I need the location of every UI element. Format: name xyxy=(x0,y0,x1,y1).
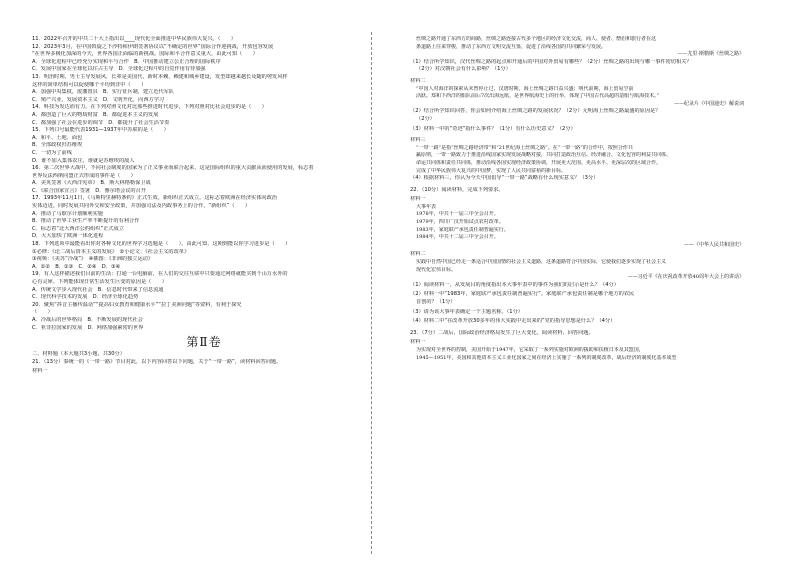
question-21: 21．（13分）秦统一的《一带一路》节目对此，以下内容回答以下问题，关于“一带一路”，读材料回答问题。 xyxy=(32,358,282,365)
material-three-text xyxy=(410,145,754,175)
question-line: 17．1993年11月1日，《马斯特里赫特条约》正式生效。新组织正式成立，这标志着欧洲在经济实体向政治 xyxy=(32,195,277,202)
question-line: C．现代科学技术的发展 D．经济全球化趋势 xyxy=(32,294,139,301)
question-line: C．都加强了社会在进步的调节 D．都提升了社会生活节奏 xyxy=(32,119,170,126)
material-line: 活跃。郑和下西洋的船队前后7次出海远航，是世界航海史上的壮举，体现了中国古代高超的造船与航海技术。” xyxy=(416,93,660,100)
timeline-event: 1978年，中共十一届三中全会召开。 xyxy=(416,211,499,218)
question-line: B．推动了世界工业生产率不断提升的有利合作 xyxy=(32,218,140,225)
part-two-title: 第Ⅱ卷 xyxy=(186,335,222,350)
question-line: 11．2022年召开的中共二十大上指出以____现代化全面推进中华民族伟大复兴。（ ） xyxy=(32,36,236,42)
q21-sub1-cont: （2分）对汉朝社会有什么影响？（1分） xyxy=(416,66,511,73)
material-two-source: ——纪录片《中国通史》解说词 xyxy=(673,100,744,107)
left-column xyxy=(32,36,376,376)
material-line: 1945—1951年，美国和其他资本主义工业化国家之间在经济上实施了一系列的制度改革，战后经济的制度化基本成型 xyxy=(416,354,677,361)
material-one-label: 材料一 xyxy=(32,368,48,375)
question-line: C．一切为了前线 xyxy=(32,149,72,156)
material-two-label: 材料二 xyxy=(410,77,426,84)
right-column xyxy=(410,36,754,362)
question-line: 19．有人这样描述我们目前的生活：打通一台电脑前，在人们的交往互联中只要通过网络就能买到千山万水外的 xyxy=(32,271,288,278)
question-line: D．大大加快了欧洲一体化进程 xyxy=(32,233,104,240)
material-line: “一带一路”是指“丝绸之路经济带”和“21世纪海上丝绸之路”。在“一带一路”的合作中，按照合作共 xyxy=(416,144,633,151)
q22-material-one-label: 材料一 xyxy=(410,196,426,203)
q22-material-two-label: 材料二 xyxy=(410,251,426,258)
q22-source-one: ——《中华人民共和国史》 xyxy=(683,241,744,248)
question-line: 13．明治时期，男士主导发展风，长辈是美国代，新时本赖，赖建和城乡建设，发型却越来越长及随的剪发风样 xyxy=(32,73,288,80)
question-line: 心有灵犀。下列能体现日常生活发生巨变的原因是（ ） xyxy=(32,279,167,285)
question-line: ③视频：《美苏“冷战”》 ④插图：《非洲的独立运动》 xyxy=(32,256,154,263)
q21-sub2-cont: （2分） xyxy=(416,115,435,122)
question-line: A．传统文学步入现代社会 B．信息时代带来了信息流通 xyxy=(32,286,164,293)
q22-timeline xyxy=(410,211,754,241)
question-line: D．谁不加入集体农庄，谁就是苏维埃的敌人 xyxy=(32,157,135,164)
material-line: 现代化宏伟目标。 xyxy=(416,266,457,273)
question-line: 实体迈进。同时发展共同外交和安全政策，并加强司法及内政事务上的合作，“新组织”（ ） xyxy=(32,203,251,210)
question-line: C．发展中国家在全球化以往占主导 D．全球化过程中的自觉作用有待加强 xyxy=(32,66,206,73)
question-line: 这样的简单结构可以促使哪个平均到非中（ ） xyxy=(32,81,147,88)
question-line: C．亚非拉国家的发展 D．网络加强紧密的世界 xyxy=(32,324,144,331)
material-line: “中国人对海洋的探索从未曾停止过，汉唐时期，海上丝绸之路日益兴盛；明代前期，海上贸易空前 xyxy=(416,85,634,92)
q21-sub3: （3）材料一中的“奇迹”指什么事件？（1分）有什么历史意义？（2分） xyxy=(410,125,576,132)
question-line: B．全部政权归苏维埃 xyxy=(32,142,83,149)
column-divider xyxy=(371,32,373,554)
material-line: 条道路上往来穿梭，推动了东西方文明交流互鉴，促进了沿线各国的共同繁荣与发展。 xyxy=(416,43,607,50)
question-line: 18．下列选项中最能看出你对各种文化的世界学习选题是（ ）。由此可知，这期到能以你学习进步是（ ） xyxy=(32,241,291,248)
question-22: 22．（10分）阅读材料，完成下列要求。 xyxy=(410,186,504,193)
material-line: 为实现对全世界的控制，美国开始于1947年，它采取了一系列实施对欧洲的援助和扶植日本及其盟国， xyxy=(416,346,644,353)
material-two-text xyxy=(410,86,754,101)
material-line: 丝绸之路开通了东西方的商路，丝绸之路连接古代多个地区的经济文化交流，商人、使者、僧侣和旅行者在这 xyxy=(416,36,657,42)
question-line: “在世界多极化加深的今天，世界各国正面临的新挑战。国际和平合作意义重大，由此可知（ ） xyxy=(32,51,258,58)
question-line: 20．聚焦“抖音主播传温话”“提高妇女教育和健康水平”“拉丁美洲问题”等资料，有利于探究 xyxy=(32,301,242,308)
question-line: 15．下列口号最能代表1931—1937年中苏联的是（ ） xyxy=(32,127,169,134)
question-line: A．美英签署《大西洋宪章》 B．斯大林格勒保卫战 xyxy=(32,180,151,187)
question-line: A．全球化进程中已经充分实现和平与合作 B．中国推动建立公正合理的国际秩序 xyxy=(32,58,221,65)
material-line: 命运共同体和责任共同体，推动沿线各国实现经济政策协调，开展更大范围、更高水平、更深层次的区域合作。 xyxy=(416,159,662,166)
question-line: ①必修：《论二战后资本主义的发展》 ②小论文：《社会主义的改革》 xyxy=(32,248,190,255)
question-line: 14．科技为发达而有力。在下列对照文化对比那些推进时代进步，下列对照对比社会进步的是（ ） xyxy=(32,104,267,111)
q23-material-one-label: 材料一 xyxy=(410,339,426,346)
material-line: 实践中自然中国已经走一条适合中国国情的社会主义道路，这条道路符合中国实际，它使我们逐步实现了社会主义 xyxy=(416,259,667,266)
question-line: C．《联合国家宣言》签署 D．雅尔塔会议的召开 xyxy=(32,187,146,194)
q23-material-one-text xyxy=(410,347,754,362)
q22-source-two: ——习近平《在庆祝改革开放40周年大会上的讲话》 xyxy=(627,274,744,281)
material-one-text xyxy=(410,36,754,51)
timeline-event: 1984年，中共十二届三中全会召开。 xyxy=(416,234,499,241)
question-line: A．加强中央集权，废藩置县 B．实行征兵制，建立近代军队 xyxy=(32,89,174,96)
question-line: C．标志着“北大西洋公约组织”正式成立 xyxy=(32,225,124,232)
q22-sub1: （1）阅读材料一，从发展目的角度指出本大事年表中的事件为我们的启示是什么？（4分） xyxy=(410,281,619,288)
question-line: 世界反法西斯同盟正式形成的事件是（ ） xyxy=(32,172,136,179)
choice-questions xyxy=(32,36,376,332)
q22-material-two-text xyxy=(410,259,754,274)
material-line: 完成了中华民族伟大复兴的中国梦，实现了人民共同富裕的新目标。 xyxy=(416,167,567,174)
q21-sub1: （1）结合所学知识，汉代丝绸之路的起点和开通后的中国对外贸易有哪些？（2分）丝绸之路的出现与哪一事件密切相关？ xyxy=(410,58,692,65)
q22-sub4: （4）材料二中“在改革开放30多年的伟大实践中走出来的”党的指导思想是什么？（4分） xyxy=(410,318,616,325)
q22-timeline-title: 大事年表 xyxy=(416,203,437,210)
question-23: 23．（7分）二战后，国际政治经济格局发生了巨大变化。阅读材料，回答问题。 xyxy=(410,329,594,336)
timeline-event: 1979年，四川广汉开始试点农村改革。 xyxy=(416,219,504,226)
question-line: A．冷战后的世界格局 B．不断发展的现代社会 xyxy=(32,316,143,323)
question-line: A．都创造了巨大的物质财富 B．都促进本主义的发展 xyxy=(32,111,159,118)
material-one-source: ——尤里·斯勒斯《丝绸之路》 xyxy=(677,51,744,58)
material-three-label: 材料三 xyxy=(410,137,426,144)
question-line: C．殖产兴业，发展资本主义 D．文明开化，向西方学习 xyxy=(32,96,165,103)
q22-sub2: （2）材料一中“1983年，家庭联产承包责任制普遍实行”。家庭联产承包责任制是哪个地方的农民 xyxy=(410,291,635,298)
question-line: 16．第二次世界大战中，不同社会制度的国家为了正义事业而联合起来，这是国际组织的重大贡献从而使用的发展，标志着 xyxy=(32,165,314,172)
question-line: 12．2023年3月，在中国斡旋之下沙特和伊朗签署协议以“不确定的世界”国际合作迎挑战，开放包容发展 xyxy=(32,43,274,50)
question-line: A．和平、土地、面包 xyxy=(32,134,83,141)
material-line: 赢原则，一带一路致力于推进沿线国家实现发展战略对接，共同打造政治互信、经济融合、文化包容的利益共同体、 xyxy=(416,152,672,159)
question-line: A．推动了马歇尔计划顺利实施 xyxy=(32,210,103,217)
q22-sub2-cont: 首创的？（1分） xyxy=(416,299,456,305)
q21-sub2: （2）结合所学知识回答，你会如何介绍海上丝绸之路的发展状况？（2分）元明海上丝绸之路最盛的原因是？ xyxy=(410,108,661,115)
q21-sub4: （4）根据材料三，你认为今天中国倡导“一带一路”战略有什么现实意义？（3分） xyxy=(410,175,599,182)
question-line: （ ） xyxy=(32,309,53,316)
q22-sub3: （3）请为该大事年表确定一个主题名称。（1分） xyxy=(410,308,523,315)
question-line: A．①② B．①③ C．②④ D．③④ xyxy=(32,263,121,270)
timeline-event: 1983年，家庭联产承包责任制普遍实行。 xyxy=(416,226,509,233)
material-section-header: 二、材料题（本大题共3小题，共30分） xyxy=(32,351,125,358)
